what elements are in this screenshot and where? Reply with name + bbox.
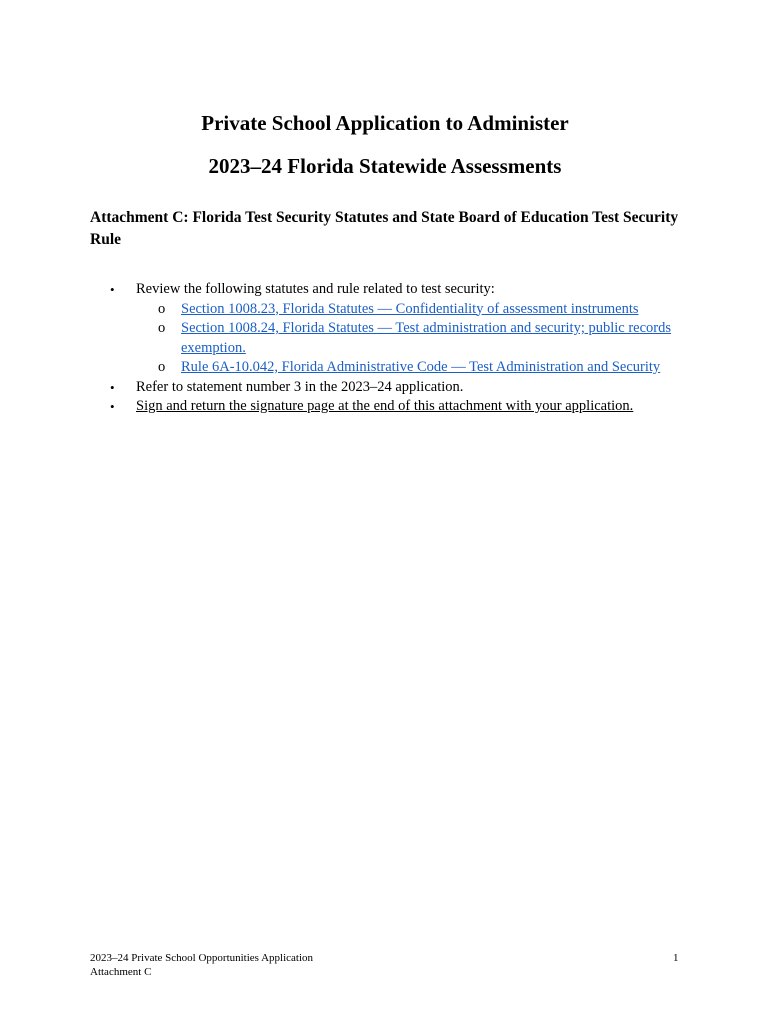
sub-bullet-icon: o — [158, 359, 166, 375]
document-subtitle: 2023–24 Florida Statewide Assessments — [208, 154, 562, 178]
statute-link-1008-23[interactable]: Section 1008.23, Florida Statutes — Confidentiality of assessment instruments — [181, 300, 639, 317]
instruction-list — [90, 280, 690, 417]
page-footer — [90, 951, 313, 979]
footer-line-application: 2023–24 Private School Opportunities Application — [90, 952, 314, 964]
document-title: Private School Application to Administer — [201, 111, 569, 135]
page-number: 1 — [673, 952, 679, 964]
sub-list-item — [136, 300, 690, 320]
sub-bullet-icon: o — [158, 300, 166, 317]
list-item-sign — [90, 397, 690, 417]
footer-line-attachment: Attachment C — [90, 966, 152, 978]
bullet-icon: • — [110, 282, 115, 297]
list-item-review — [90, 280, 690, 378]
attachment-heading: Attachment C: Florida Test Security Statutes and State Board of Education Test Security Rule — [90, 209, 679, 248]
sub-list-item — [136, 319, 690, 358]
list-item-text: Sign and return the signature page at the end of this attachment with your application. — [136, 398, 634, 414]
statute-link-1008-24[interactable]: Section 1008.24, Florida Statutes — Test administration and security; public records exemption. — [181, 320, 672, 356]
statute-link-list — [136, 300, 690, 378]
bullet-icon: • — [110, 399, 115, 414]
rule-link-6a-10-042[interactable]: Rule 6A-10.042, Florida Administrative Code — Test Administration and Security — [181, 359, 661, 375]
sub-list-item — [136, 358, 690, 378]
list-item-refer — [90, 378, 690, 398]
list-item-text: Review the following statutes and rule related to test security: — [136, 281, 495, 297]
sub-bullet-icon: o — [158, 320, 166, 336]
bullet-icon: • — [110, 379, 115, 395]
list-item-text: Refer to statement number 3 in the 2023–24 application. — [136, 378, 464, 395]
